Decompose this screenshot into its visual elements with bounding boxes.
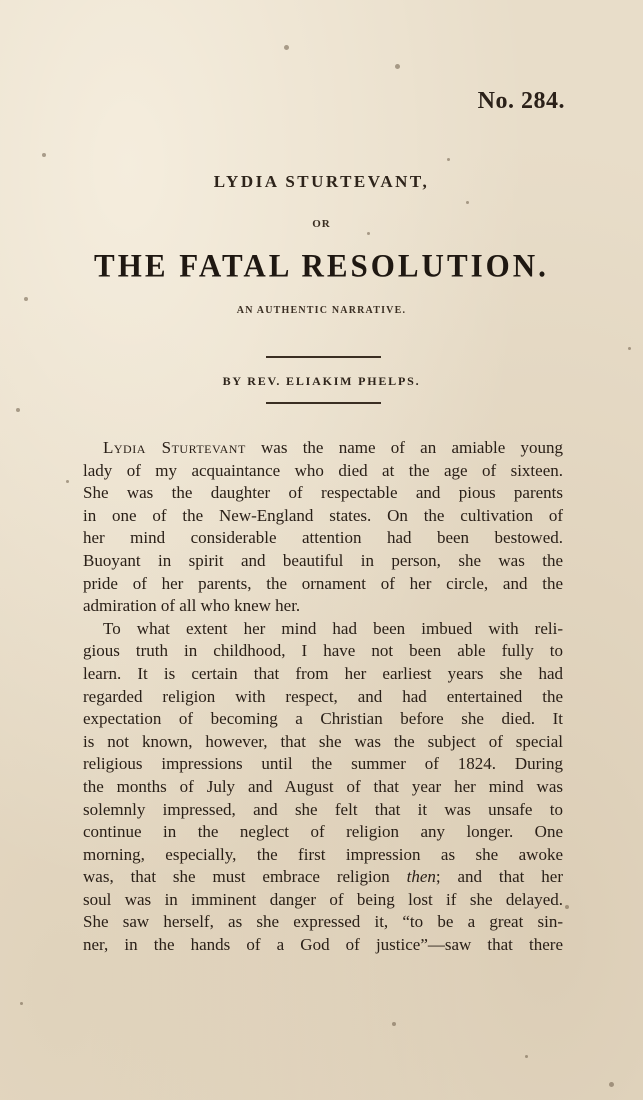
title-conjunction: OR (312, 218, 331, 230)
text-line: expectation of becoming a Christian before she died. It (83, 709, 563, 729)
paper-speck (565, 905, 569, 909)
text-line: morning, especially, the first impression as she awoke (83, 844, 563, 864)
text-line: solemnly impressed, and she felt that it was unsafe to (83, 799, 563, 819)
text-line: regarded religion with respect, and had entertained the (83, 686, 563, 706)
paper-speck (628, 347, 631, 350)
divider-rule-top (266, 356, 381, 358)
text-line: She saw herself, as she expressed it, “to be a great sin- (83, 912, 563, 932)
paper-speck (395, 64, 400, 69)
text-line: learn. It is certain that from her earliest years she had (83, 663, 563, 683)
paper-speck (447, 158, 450, 161)
paper-speck (20, 1002, 23, 1005)
narrative-body (83, 437, 563, 957)
text-line (83, 866, 563, 889)
text-line: her mind considerable attention had been bestowed. (83, 528, 563, 548)
lead-name: Lydia Sturtevant (103, 438, 246, 457)
text-line: ner, in the hands of a God of justice”—saw that there (83, 935, 563, 955)
subtitle: AN AUTHENTIC NARRATIVE. (236, 305, 407, 316)
divider-rule-bottom (266, 402, 381, 404)
text-line-segment: was, that she must embrace religion (83, 867, 407, 887)
emphasized-word: then (406, 867, 436, 887)
text-line: continue in the neglect of religion any longer. One (83, 822, 563, 842)
text-line-segment: was the name of an amiable young (245, 438, 563, 457)
text-line: religious impressions until the summer of 1824. During (83, 754, 563, 774)
text-line: lady of my acquaintance who died at the age of sixteen. (83, 460, 563, 480)
paper-speck (42, 153, 46, 157)
paper-speck (66, 480, 69, 483)
text-line: in one of the New-England states. On the cultivation of (83, 505, 563, 525)
paper-speck (525, 1055, 528, 1058)
text-line-segment: ; and that her (435, 867, 563, 887)
main-title: THE FATAL RESOLUTION. (94, 247, 549, 284)
text-line: gious truth in childhood, I have not been able fully to (83, 641, 563, 661)
text-line: is not known, however, that she was the subject of special (83, 731, 563, 751)
text-line (83, 437, 563, 460)
paper-speck (609, 1082, 614, 1087)
paper-speck (16, 408, 20, 412)
paper-speck (284, 45, 289, 50)
paragraph-1 (83, 437, 563, 618)
tract-number: No. 284. (477, 88, 565, 114)
paragraph-2 (83, 618, 563, 957)
text-line: admiration of all who knew her. (83, 596, 301, 616)
text-line: Buoyant in spirit and beautiful in person, she was the (83, 550, 563, 570)
text-line: pride of her parents, the ornament of her circle, and the (83, 573, 563, 593)
paper-speck (24, 297, 28, 301)
text-line: the months of July and August of that year her mind was (83, 776, 563, 796)
paper-speck (392, 1022, 396, 1026)
paper-speck (466, 201, 469, 204)
text-line: To what extent her mind had been imbued with reli- (103, 618, 563, 638)
title-name: LYDIA STURTEVANT, (213, 172, 430, 191)
text-line: She was the daughter of respectable and pious parents (83, 483, 563, 503)
author-byline: BY REV. ELIAKIM PHELPS. (222, 374, 421, 388)
paper-speck (367, 232, 370, 235)
text-line: soul was in imminent danger of being lost if she delayed. (83, 889, 563, 909)
